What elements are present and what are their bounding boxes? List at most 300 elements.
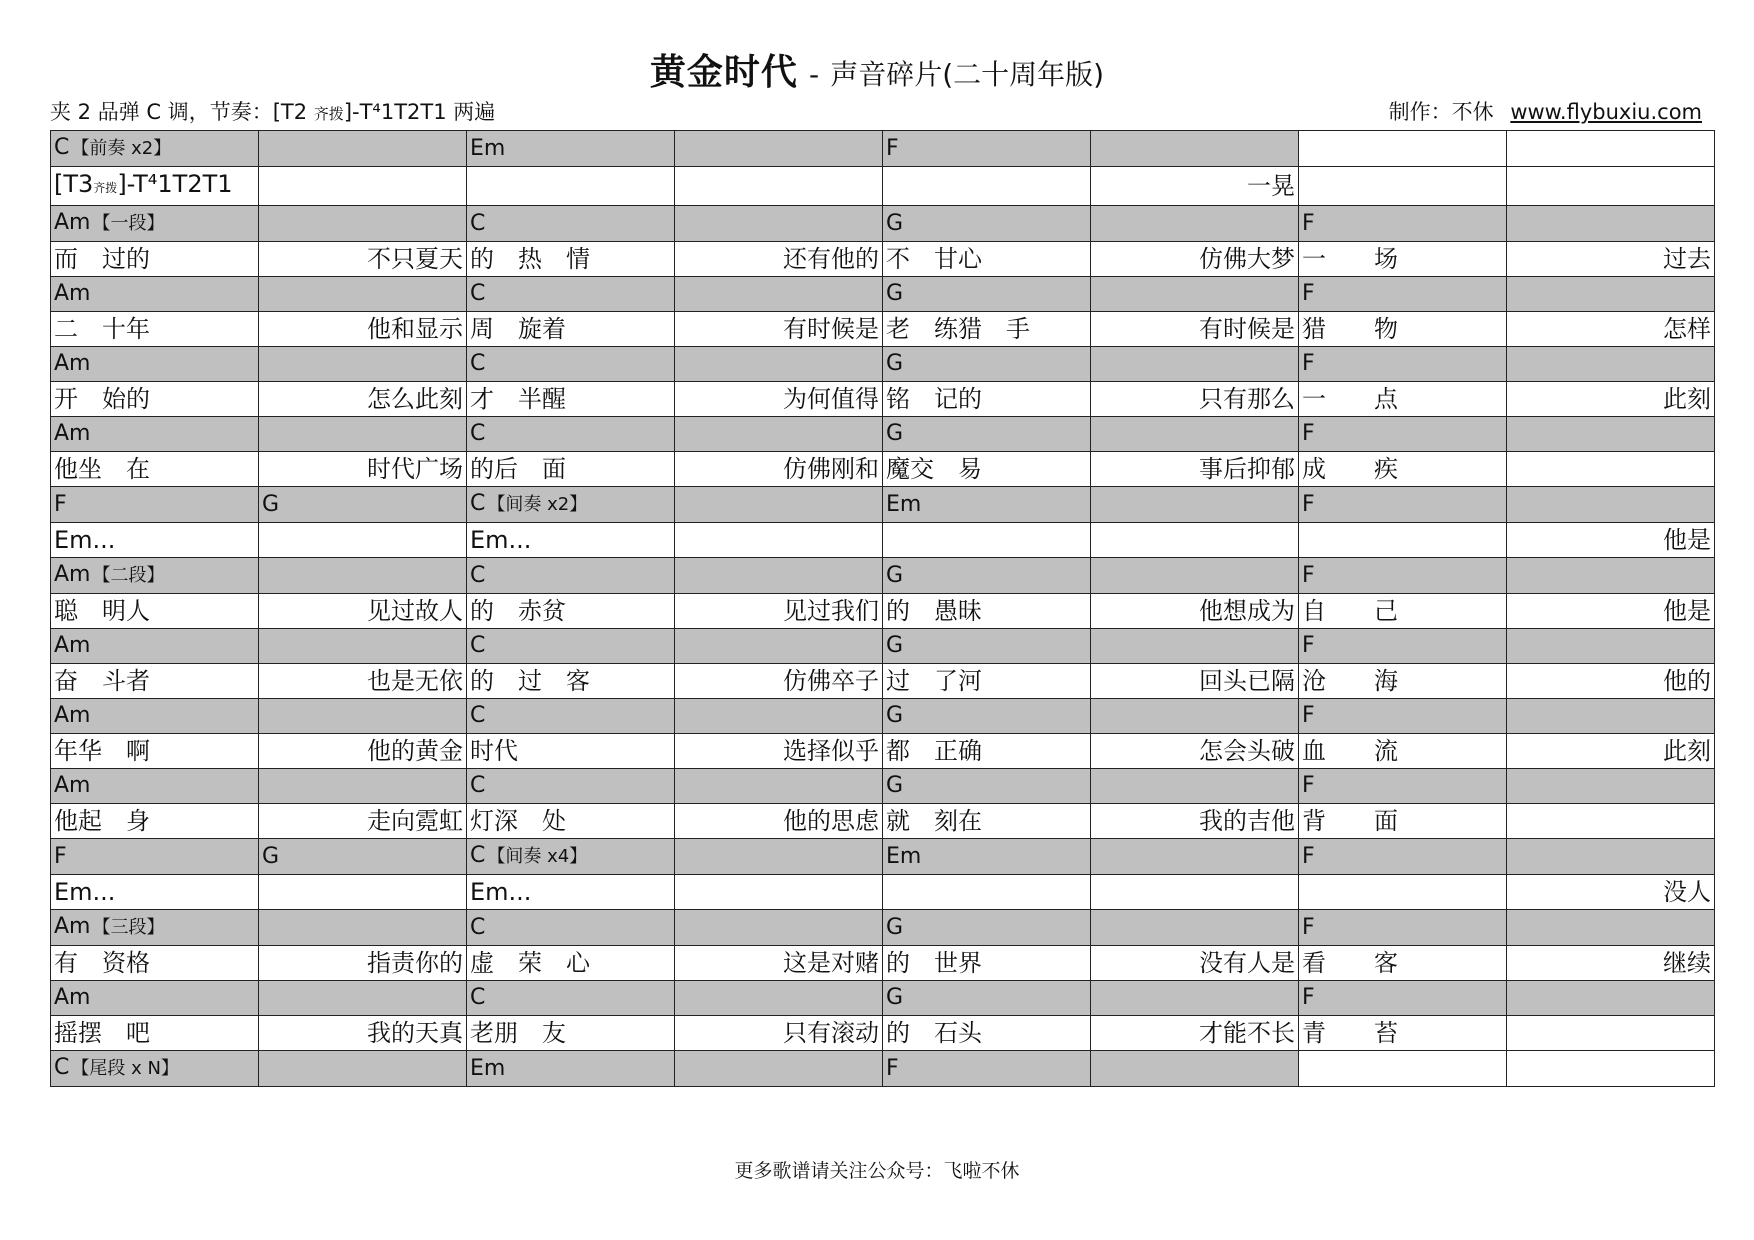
lyric-text: 他和显示 xyxy=(367,315,463,343)
chord-cell xyxy=(259,206,467,242)
section-label: 【一段】 xyxy=(92,213,165,234)
chord-name: G xyxy=(886,281,904,306)
lyric-text: 他的 xyxy=(1663,667,1711,695)
chord-name: Am xyxy=(54,633,91,658)
chord-row xyxy=(51,558,1715,594)
chord-cell xyxy=(259,347,467,382)
lyric-text: 怎样 xyxy=(1663,315,1711,343)
chord-cell xyxy=(51,206,259,242)
chord-cell xyxy=(467,347,675,382)
chord-name: Am xyxy=(54,421,91,446)
chord-name: C xyxy=(470,562,486,588)
lyric-text: 见过我们 xyxy=(783,597,879,625)
chord-name: C xyxy=(470,985,486,1010)
chord-cell xyxy=(883,629,1091,664)
lyric-cell xyxy=(675,312,883,347)
chord-cell xyxy=(467,910,675,946)
lyric-text: 选择似乎 xyxy=(783,737,879,765)
chord-cell xyxy=(1507,981,1715,1016)
lyric-text: 没人 xyxy=(1663,878,1711,906)
chord-cell xyxy=(1507,206,1715,242)
capo-key-text: 夹 2 品弹 C 调，节奏：[T2 xyxy=(50,100,308,124)
chord-cell xyxy=(259,629,467,664)
lyric-text: 沧 海 xyxy=(1302,667,1398,695)
chord-cell xyxy=(675,487,883,523)
chord-cell xyxy=(51,839,259,875)
lyric-row xyxy=(51,734,1715,769)
lyric-text: 的 愚昧 xyxy=(886,597,982,625)
lyric-text: 而 过的 xyxy=(54,245,150,273)
chord-name: F xyxy=(1302,491,1315,517)
lyric-text: 时代广场 xyxy=(367,455,463,483)
chord-name: C xyxy=(470,281,486,306)
lyric-row xyxy=(51,594,1715,629)
lyric-cell xyxy=(51,946,259,981)
lyric-text: 怎么此刻 xyxy=(367,385,463,413)
lyric-cell xyxy=(1507,523,1715,558)
lyric-cell xyxy=(883,804,1091,839)
chord-row xyxy=(51,1051,1715,1087)
lyric-cell xyxy=(1299,594,1507,629)
chord-row xyxy=(51,910,1715,946)
chord-cell xyxy=(259,277,467,312)
chord-name: G xyxy=(886,210,904,236)
lyric-text: 自 己 xyxy=(1302,597,1398,625)
lyric-text: 魔交 易 xyxy=(886,455,982,483)
chord-cell xyxy=(883,277,1091,312)
lyric-row xyxy=(51,523,1715,558)
lyric-cell xyxy=(1091,452,1299,487)
chord-cell xyxy=(883,839,1091,875)
pattern-text: [T3 xyxy=(54,170,94,198)
lyric-cell xyxy=(1507,382,1715,417)
chord-row xyxy=(51,487,1715,523)
lyric-text: 铭 记的 xyxy=(886,385,982,413)
chord-cell xyxy=(1299,277,1507,312)
lyric-cell xyxy=(259,382,467,417)
lyric-cell xyxy=(883,382,1091,417)
lyric-text: 他的思虑 xyxy=(783,807,879,835)
chord-name: G xyxy=(886,773,904,798)
strum-pattern-cell xyxy=(51,167,259,206)
chord-cell xyxy=(1299,347,1507,382)
lyric-cell xyxy=(467,242,675,277)
lyric-cell xyxy=(51,1016,259,1051)
chord-cell xyxy=(1091,981,1299,1016)
lyric-cell xyxy=(51,664,259,699)
chord-cell xyxy=(1507,347,1715,382)
chord-cell xyxy=(675,769,883,804)
lyric-cell xyxy=(467,382,675,417)
lyric-cell xyxy=(1507,312,1715,347)
lyric-text: 他是 xyxy=(1663,597,1711,625)
chord-name: C xyxy=(470,914,486,940)
lyric-cell xyxy=(1507,1016,1715,1051)
lyric-text: 过去 xyxy=(1663,245,1711,273)
lyric-cell xyxy=(51,804,259,839)
lyric-cell xyxy=(883,452,1091,487)
lyric-cell xyxy=(883,875,1091,910)
chord-name: F xyxy=(1302,421,1315,446)
chord-name: G xyxy=(262,843,280,869)
chord-cell xyxy=(1091,277,1299,312)
chord-cell xyxy=(51,347,259,382)
lyric-cell xyxy=(259,875,467,910)
lyric-cell xyxy=(1507,167,1715,206)
chord-cell xyxy=(467,558,675,594)
lyric-cell xyxy=(1299,382,1507,417)
chord-cell xyxy=(1299,1051,1507,1087)
chord-cell xyxy=(883,417,1091,452)
lyric-text: 我的天真 xyxy=(367,1019,463,1047)
chord-cell xyxy=(1091,839,1299,875)
chord-cell xyxy=(259,769,467,804)
lyric-cell xyxy=(1299,734,1507,769)
lyric-cell xyxy=(883,312,1091,347)
lyric-cell xyxy=(1507,946,1715,981)
chord-cell xyxy=(1091,699,1299,734)
chord-name: F xyxy=(886,135,899,161)
lyric-cell xyxy=(1091,523,1299,558)
chord-name: F xyxy=(1302,703,1315,728)
lyric-text: Em... xyxy=(54,526,116,554)
lyric-cell xyxy=(1299,946,1507,981)
lyric-text: 走向霓虹 xyxy=(367,807,463,835)
chord-name: Am xyxy=(54,985,91,1010)
lyric-row xyxy=(51,664,1715,699)
lyric-cell xyxy=(1507,804,1715,839)
lyric-text: 灯深 处 xyxy=(470,807,566,835)
lyric-cell xyxy=(259,594,467,629)
lyric-text: 仿佛大梦 xyxy=(1199,245,1295,273)
lyric-cell xyxy=(1299,875,1507,910)
lyric-row xyxy=(51,382,1715,417)
chord-cell xyxy=(675,699,883,734)
footer-note: 更多歌谱请关注公众号：飞啦不休 xyxy=(734,1160,1020,1182)
lyric-text: 不 甘心 xyxy=(886,245,982,273)
lyric-row xyxy=(51,452,1715,487)
lyric-cell xyxy=(1091,312,1299,347)
chord-name: F xyxy=(1302,281,1315,306)
chord-cell xyxy=(1091,347,1299,382)
chord-cell xyxy=(883,1051,1091,1087)
chord-name: Am xyxy=(54,773,91,798)
chord-name: Am xyxy=(54,562,91,587)
lyric-row xyxy=(51,804,1715,839)
chord-cell xyxy=(259,839,467,875)
chord-name: G xyxy=(886,914,904,940)
chord-cell xyxy=(467,629,675,664)
lyric-cell xyxy=(675,1016,883,1051)
lyric-cell xyxy=(1507,452,1715,487)
credit-info xyxy=(1389,96,1702,126)
chord-cell xyxy=(259,131,467,167)
chord-name: G xyxy=(262,491,280,517)
chord-cell xyxy=(675,277,883,312)
lyric-cell xyxy=(1299,452,1507,487)
chord-cell xyxy=(51,131,259,167)
lyric-text: 继续 xyxy=(1663,949,1711,977)
chord-cell xyxy=(1507,131,1715,167)
lyric-text: 有 资格 xyxy=(54,949,150,977)
lyric-cell xyxy=(1299,664,1507,699)
lyric-row xyxy=(51,312,1715,347)
chord-cell xyxy=(1507,769,1715,804)
chord-cell xyxy=(1507,629,1715,664)
lyric-cell xyxy=(467,804,675,839)
lyric-cell xyxy=(259,523,467,558)
chord-name: Am xyxy=(54,281,91,306)
section-label: 【间奏 x4】 xyxy=(487,846,588,867)
chord-row xyxy=(51,839,1715,875)
chord-cell xyxy=(1091,131,1299,167)
lyric-text: Em... xyxy=(54,878,116,906)
lyric-text: 看 客 xyxy=(1302,949,1398,977)
lyric-text: 奋 斗者 xyxy=(54,667,150,695)
chord-cell xyxy=(883,558,1091,594)
chord-name: Am xyxy=(54,210,91,235)
chord-name: F xyxy=(1302,914,1315,940)
lyric-text: 聪 明人 xyxy=(54,597,150,625)
chord-row xyxy=(51,347,1715,382)
lyric-text: 没有人是 xyxy=(1199,949,1295,977)
chord-cell xyxy=(1507,277,1715,312)
artist-version: 声音碎片(二十周年版) xyxy=(830,58,1105,91)
chord-cell xyxy=(259,558,467,594)
title-separator: - xyxy=(809,58,820,91)
lyric-text: 老朋 友 xyxy=(470,1019,566,1047)
lyric-cell xyxy=(1299,312,1507,347)
lyric-text: 才能不长 xyxy=(1199,1019,1295,1047)
chord-cell xyxy=(467,277,675,312)
lyric-text: 猎 物 xyxy=(1302,315,1398,343)
lyric-text: 他的黄金 xyxy=(367,737,463,765)
lyric-cell xyxy=(883,946,1091,981)
section-label: 【三段】 xyxy=(92,917,165,938)
chord-cell xyxy=(51,277,259,312)
chord-cell xyxy=(259,417,467,452)
credit-text: 制作：不休 xyxy=(1388,100,1494,124)
lyric-cell xyxy=(675,804,883,839)
lyric-cell xyxy=(467,875,675,910)
chord-cell xyxy=(1507,417,1715,452)
chord-name: F xyxy=(54,491,67,517)
lyric-cell xyxy=(467,312,675,347)
chord-row xyxy=(51,629,1715,664)
chord-cell xyxy=(1091,487,1299,523)
chord-cell xyxy=(1091,769,1299,804)
lyric-text: 他想成为 xyxy=(1199,597,1295,625)
lyric-text: 他坐 在 xyxy=(54,455,150,483)
chord-cell xyxy=(467,699,675,734)
chord-cell xyxy=(883,131,1091,167)
lyric-cell xyxy=(883,167,1091,206)
lyric-cell xyxy=(467,664,675,699)
chord-cell xyxy=(1299,910,1507,946)
chord-name: F xyxy=(54,843,67,869)
chord-cell xyxy=(1299,629,1507,664)
lyric-cell xyxy=(51,523,259,558)
lyric-text: 背 面 xyxy=(1302,807,1398,835)
lyric-text: 有时候是 xyxy=(783,315,879,343)
chord-cell xyxy=(51,769,259,804)
chord-name: G xyxy=(886,985,904,1010)
chord-cell xyxy=(675,629,883,664)
chord-cell xyxy=(675,1051,883,1087)
lyric-text: 才 半醒 xyxy=(470,385,566,413)
section-label: 【前奏 x2】 xyxy=(71,138,172,159)
chord-cell xyxy=(1507,839,1715,875)
chord-name: F xyxy=(1302,773,1315,798)
lyric-cell xyxy=(883,1016,1091,1051)
chord-cell xyxy=(467,131,675,167)
lyric-cell xyxy=(1091,167,1299,206)
lyric-cell xyxy=(259,804,467,839)
lyric-text: 只有滚动 xyxy=(783,1019,879,1047)
lyric-cell xyxy=(1091,804,1299,839)
chord-cell xyxy=(467,1051,675,1087)
lyric-cell xyxy=(51,312,259,347)
chord-cell xyxy=(259,981,467,1016)
chord-cell xyxy=(51,981,259,1016)
lyric-cell xyxy=(1507,242,1715,277)
chord-cell xyxy=(467,839,675,875)
chord-cell xyxy=(675,347,883,382)
lyric-text: 有时候是 xyxy=(1199,315,1295,343)
lyric-text: 就 刻在 xyxy=(886,807,982,835)
chord-name: Am xyxy=(54,914,91,939)
chord-cell xyxy=(1091,417,1299,452)
lyric-text: 虚 荣 心 xyxy=(470,949,590,977)
lyric-text: 还有他的 xyxy=(783,245,879,273)
lyric-text: 成 疾 xyxy=(1302,455,1398,483)
lyric-row xyxy=(51,1016,1715,1051)
chord-cell xyxy=(51,487,259,523)
chord-name: G xyxy=(886,562,904,588)
chord-cell xyxy=(1507,487,1715,523)
lyric-text: 过 了河 xyxy=(886,667,982,695)
lyric-cell xyxy=(1091,594,1299,629)
lyric-cell xyxy=(675,594,883,629)
lyric-text: 见过故人 xyxy=(367,597,463,625)
lyric-cell xyxy=(675,382,883,417)
chord-cell xyxy=(675,558,883,594)
lyric-text: 一晃 xyxy=(1247,172,1295,200)
lyric-cell xyxy=(883,594,1091,629)
chord-name: C xyxy=(470,633,486,658)
lyric-cell xyxy=(467,594,675,629)
pattern-row xyxy=(51,167,1715,206)
lyric-text: 仿佛卒子 xyxy=(783,667,879,695)
chord-cell xyxy=(1091,910,1299,946)
lyric-text: 仿佛刚和 xyxy=(783,455,879,483)
lyric-cell xyxy=(1091,382,1299,417)
chord-cell xyxy=(1507,1051,1715,1087)
lyric-cell xyxy=(1091,664,1299,699)
chord-name: Em xyxy=(886,491,922,517)
lyric-cell xyxy=(467,734,675,769)
lyric-cell xyxy=(675,875,883,910)
lyric-cell xyxy=(883,242,1091,277)
chord-cell xyxy=(467,769,675,804)
chord-cell xyxy=(259,487,467,523)
lyric-text: 年华 啊 xyxy=(54,737,150,765)
lyric-cell xyxy=(51,734,259,769)
chord-cell xyxy=(467,487,675,523)
lyric-cell xyxy=(467,167,675,206)
lyric-text: 怎会头破 xyxy=(1199,737,1295,765)
lyric-cell xyxy=(1091,1016,1299,1051)
lyric-text: 此刻 xyxy=(1663,385,1711,413)
song-title: 黄金时代 xyxy=(649,52,798,93)
chord-cell xyxy=(883,981,1091,1016)
chord-cell xyxy=(1507,699,1715,734)
lyric-text: Em... xyxy=(470,526,532,554)
chord-name: C xyxy=(470,491,486,516)
website-link[interactable]: www.flybuxiu.com xyxy=(1510,100,1702,124)
lyric-cell xyxy=(51,875,259,910)
song-title-line xyxy=(0,44,1754,95)
lyric-cell xyxy=(675,734,883,769)
lyric-cell xyxy=(1507,594,1715,629)
chord-cell xyxy=(259,1051,467,1087)
lyric-cell xyxy=(1091,734,1299,769)
chord-name: Am xyxy=(54,703,91,728)
chord-name: C xyxy=(470,773,486,798)
chord-row xyxy=(51,769,1715,804)
lyric-text: 此刻 xyxy=(1663,737,1711,765)
chord-cell xyxy=(1299,981,1507,1016)
chord-name: Am xyxy=(54,351,91,376)
lyric-cell xyxy=(259,946,467,981)
chord-cell xyxy=(51,1051,259,1087)
chord-name: C xyxy=(470,421,486,446)
chord-cell xyxy=(467,981,675,1016)
lyric-text: 他起 身 xyxy=(54,807,150,835)
lyric-cell xyxy=(675,452,883,487)
lyric-cell xyxy=(1091,242,1299,277)
lyric-text: 青 苔 xyxy=(1302,1019,1398,1047)
lyric-cell xyxy=(259,452,467,487)
chord-row xyxy=(51,981,1715,1016)
lyric-row xyxy=(51,242,1715,277)
chord-cell xyxy=(1091,629,1299,664)
lyric-cell xyxy=(467,946,675,981)
chord-name: Em xyxy=(886,843,922,869)
lyric-text: 的 赤贫 xyxy=(470,597,566,625)
lyric-text: 摇摆 吧 xyxy=(54,1019,150,1047)
chord-name: G xyxy=(886,351,904,376)
rhythm-tail-text: ]-T⁴1T2T1 两遍 xyxy=(343,100,496,124)
lyric-cell xyxy=(1507,664,1715,699)
lyric-cell xyxy=(51,452,259,487)
chord-cell xyxy=(1299,206,1507,242)
chord-cell xyxy=(1299,769,1507,804)
lyric-row xyxy=(51,946,1715,981)
lyric-text: 的 石头 xyxy=(886,1019,982,1047)
lyric-cell xyxy=(675,167,883,206)
pattern-small-text: 齐拨 xyxy=(93,181,118,195)
chord-cell xyxy=(883,347,1091,382)
chord-name: G xyxy=(886,421,904,446)
lyric-cell xyxy=(259,664,467,699)
lyric-cell xyxy=(1299,167,1507,206)
chord-cell xyxy=(1299,131,1507,167)
lyric-text: 事后抑郁 xyxy=(1199,455,1295,483)
chord-cell xyxy=(1507,910,1715,946)
lyric-cell xyxy=(1299,804,1507,839)
lyric-cell xyxy=(1507,734,1715,769)
